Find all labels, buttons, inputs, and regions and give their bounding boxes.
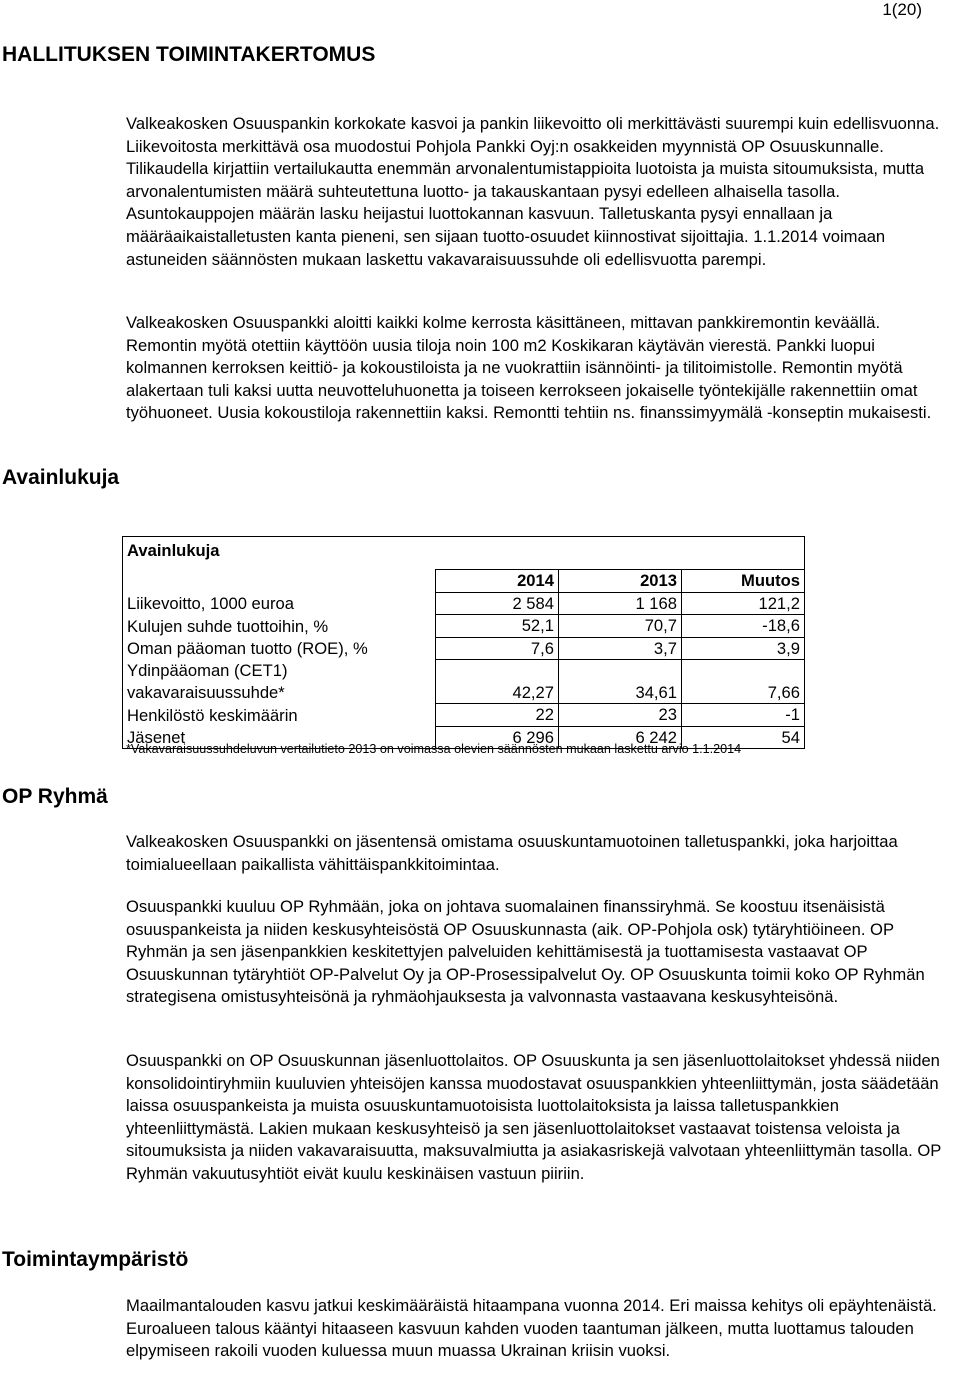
row-label: Liikevoitto, 1000 euroa [123, 592, 436, 615]
row-label: Jäsenet [123, 726, 436, 749]
table-cell: 34,61 [559, 682, 682, 704]
key-figures-table [122, 536, 805, 749]
heading-op-group: OP Ryhmä [2, 785, 108, 808]
page-number: 1(20) [882, 0, 922, 19]
table-row [123, 615, 805, 638]
paragraph-renovation: Valkeakosken Osuuspankki aloitti kaikki kolme kerrosta käsittäneen, mittavan pankkiremontin keväällä. Remontin myötä otettiin käyttöön uusia tiloja noin 100 m2 Koskikaran käytävän vierestä. Pankki luopui kolmannen kerroksen keittiö- ja kokoustiloista ja ne vuokrattiin isännöinti- ja tilitoimistolle. Remontin myötä alakertaan tuli kaksi uutta neuvotteluhuonetta ja toiseen kerrokseen jokaiselle työntekijälle rakennettiin omat työhuoneet. Uusia kokoustiloja rakennettiin kaksi. Remontti tehtiin ns. finanssimyymälä -konseptin mukaisesti. [126, 313, 932, 423]
document-title: HALLITUKSEN TOIMINTAKERTOMUS [2, 43, 376, 66]
table-cell: 42,27 [436, 682, 559, 704]
table-cell: 22 [436, 704, 559, 727]
table-cell: 2 584 [436, 592, 559, 615]
table-header-row [123, 570, 805, 593]
table-cell: 6 296 [436, 726, 559, 749]
column-header: Muutos [682, 570, 805, 593]
paragraph-membership: Osuuspankki on OP Osuuskunnan jäsenluottolaitos. OP Osuuskunta ja sen jäsenluottolaitokset yhdessä niiden konsolidointiryhmiin kuuluvien yhteisöjen kanssa muodostavat osuuspankkien yhteenliittymän, josta säädetään laissa osuuspankeista ja muista osuuskuntamuotoisista luottolaitoksista ja laissa talletuspankkien yhteenliittymästä. Lakien mukaan keskusyhteisö ja sen jäsenluottolaitokset vastaavat toistensa veloista ja sitoumuksista ja niiden vakavaraisuutta, maksuvalmiutta ja asiakasriskejä valvotaan yhteenliittymän tasolla. OP Ryhmän vakuutusyhtiöt eivät kuulu keskinäisen vastuun piiriin. [126, 1051, 942, 1183]
paragraph-intro: Valkeakosken Osuuspankin korkokate kasvoi ja pankin liikevoitto oli merkittävästi suurempi kuin edellisvuonna. Liikevoitosta merkittävä osa muodostui Pohjola Pankki Oyj:n osakkeiden myynnistä OP Osuuskunnalle. Tilikaudella kirjattiin vertailukautta enemmän arvonalentumistappioita luotoista ja muista sitoumuksista, mutta arvonalentumisten määrä suhteutettuna luotto- ja takauskantaan pysyi edelleen alhaisella tasolla. Asuntokauppojen määrän lasku heijastui luottokannan kasvuun. Talletuskanta pysyi ennallaan ja määräaikaistalletusten kanta pieneni, sen sijaan tuotto-osuudet kiinnostivat sijoittajia. 1.1.2014 voimaan astuneiden säännösten mukaan laskettu vakavaraisuussuhde oli edellisvuotta parempi. [126, 114, 940, 269]
table-cell: 7,6 [436, 637, 559, 660]
row-label: Oman pääoman tuotto (ROE), % [123, 637, 436, 660]
table-cell: 3,9 [682, 637, 805, 660]
row-label: Henkilöstö keskimäärin [123, 704, 436, 727]
spacer-row [123, 561, 805, 570]
paragraph-op-group: Osuuspankki kuuluu OP Ryhmään, joka on johtava suomalainen finanssiryhmä. Se koostuu itsenäisistä osuuspankeista ja niiden keskusyhteisöstä OP Osuuskunnasta (aik. OP-Pohjola osk) tytäryhtiöineen. OP Ryhmän ja sen jäsenpankkien keskitettyjen palveluiden kehittämisestä ja tuottamisesta vastaavat OP Osuuskunnan tytäryhtiöt OP-Palvelut Oy ja OP-Prosessipalvelut Oy. OP Osuuskunta toimii koko OP Ryhmän strategisena omistusyhteisönä ja ryhmäohjauksesta ja valvonnasta vastaavana keskusyhteisönä. [126, 897, 925, 1007]
table-footnote: *Vakavaraisuussuhdeluvun vertailutieto 2013 on voimassa olevien säännösten mukaan laskettu arvio 1.1.2014 [126, 742, 742, 756]
column-header: 2013 [559, 570, 682, 593]
column-header: 2014 [436, 570, 559, 593]
row-label: Kulujen suhde tuottoihin, % [123, 615, 436, 638]
table-row [123, 704, 805, 727]
table-cell: 121,2 [682, 592, 805, 615]
table-row [123, 637, 805, 660]
table-cell: -1 [682, 704, 805, 727]
row-label: vakavaraisuussuhde* [123, 682, 436, 704]
paragraph-bank-description: Valkeakosken Osuuspankki on jäsentensä omistama osuuskuntamuotoinen talletuspankki, joka harjoittaa toimialueellaan paikallista vähittäispankkitoimintaa. [126, 832, 898, 874]
table-cell: 1 168 [559, 592, 682, 615]
table-cell: 52,1 [436, 615, 559, 638]
table-cell: 3,7 [559, 637, 682, 660]
table-row [123, 660, 805, 682]
paragraph-environment: Maailmantalouden kasvu jatkui keskimääräistä hitaampana vuonna 2014. Eri maissa kehitys oli epäyhtenäistä. Euroalueen talous kääntyi hitaaseen kasvuun kahden vuoden taantuman jälkeen, mutta luottamus talouden elpymiseen rakoili vuoden kuluessa muun muassa Ukrainan kriisin vuoksi. [126, 1296, 937, 1361]
table-cell: 6 242 [559, 726, 682, 749]
key-figures-title-row [123, 537, 805, 562]
table-cell: 23 [559, 704, 682, 727]
table-header-empty [123, 570, 436, 593]
table-row [123, 592, 805, 615]
heading-key-figures: Avainlukuja [2, 466, 120, 489]
heading-environment: Toimintaympäristö [2, 1248, 189, 1271]
table-cell: -18,6 [682, 615, 805, 638]
key-figures-title: Avainlukuja [123, 537, 805, 562]
table-row [123, 682, 805, 704]
table-cell: 7,66 [682, 682, 805, 704]
table-cell: 70,7 [559, 615, 682, 638]
row-label: Ydinpääoman (CET1) [123, 660, 436, 682]
table-cell: 54 [682, 726, 805, 749]
